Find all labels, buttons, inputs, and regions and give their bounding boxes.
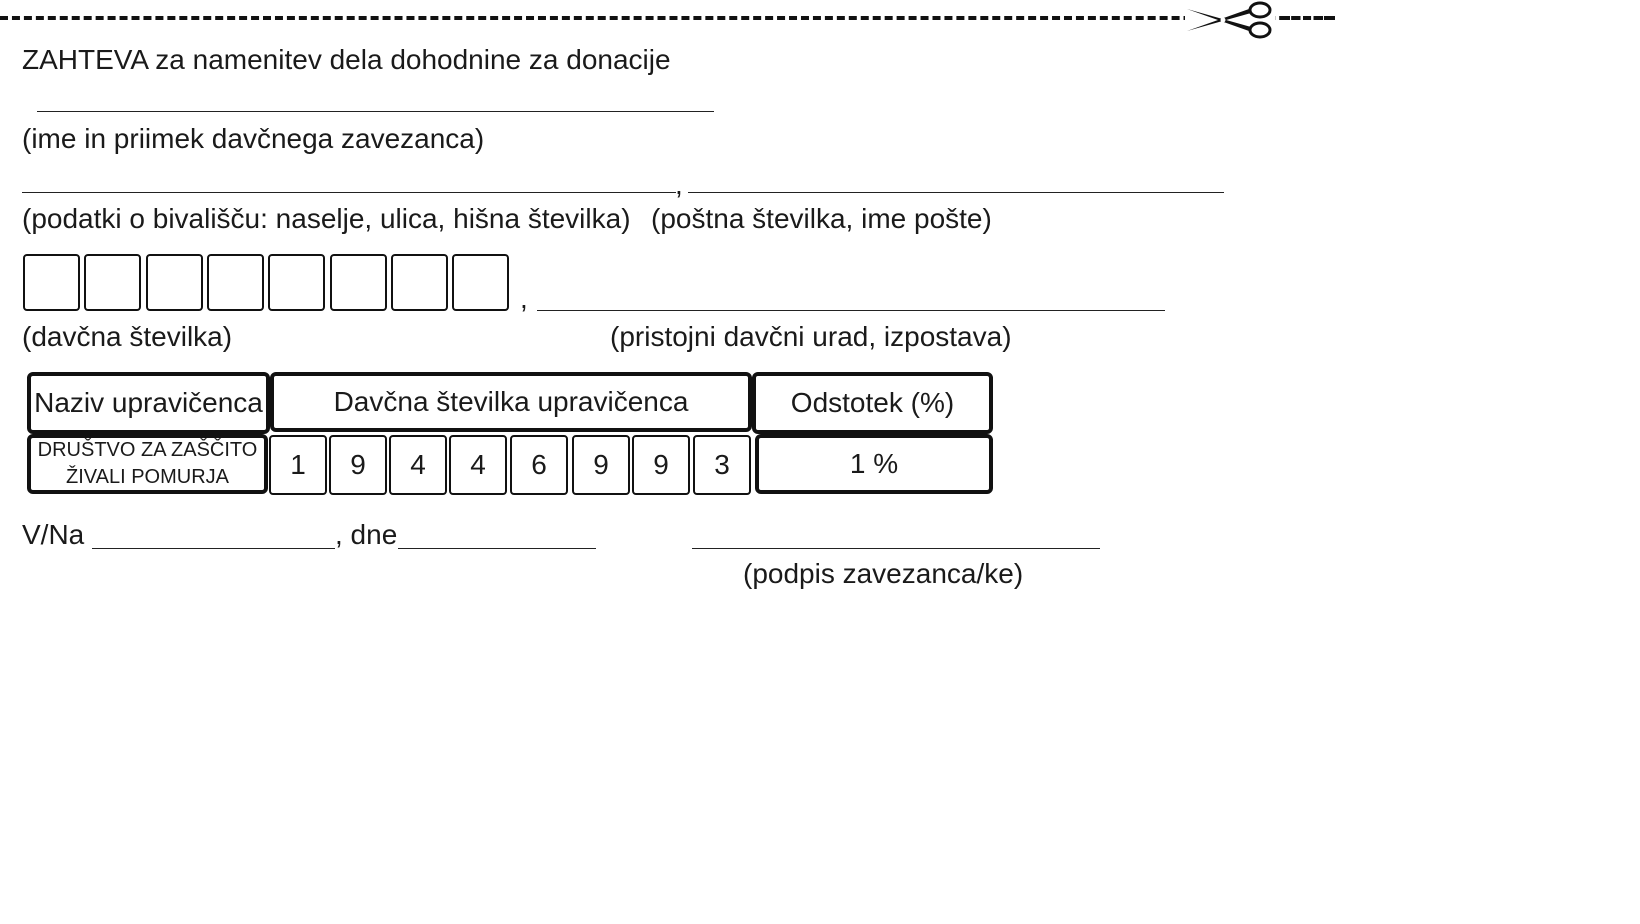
recipient-name-line1: DRUŠTVO ZA ZAŠČITO	[37, 439, 258, 461]
address-comma: ,	[675, 169, 683, 200]
recipient-tax-digit: 4	[389, 435, 447, 495]
signature-line	[692, 548, 1100, 549]
name-label: (ime in priimek davčnega zavezanca)	[22, 123, 485, 154]
recipient-tax-digit: 9	[632, 435, 690, 495]
header-recipient-tax-number: Davčna številka upravičenca	[270, 372, 752, 432]
date-line	[398, 548, 596, 549]
signature-label: (podpis zavezanca/ke)	[743, 558, 1024, 589]
recipient-tax-digit: 1	[269, 435, 327, 495]
recipient-tax-digit: 9	[329, 435, 387, 495]
form-title: ZAHTEVA za namenitev dela dohodnine za donacije	[22, 44, 671, 75]
date-prefix: , dne	[335, 519, 398, 550]
recipient-tax-digit: 3	[693, 435, 751, 495]
postal-label: (poštna številka, ime pošte)	[651, 203, 992, 234]
recipient-name-line2: ŽIVALI POMURJA	[66, 466, 229, 488]
recipient-tax-digit: 6	[510, 435, 568, 495]
tax-digit-box[interactable]	[452, 254, 509, 311]
header-recipient-name: Naziv upravičenca	[27, 372, 270, 434]
place-line	[92, 548, 335, 549]
name-line	[37, 111, 714, 112]
tax-office-comma: ,	[520, 283, 528, 314]
recipient-name-cell	[27, 434, 268, 494]
tax-digit-box[interactable]	[146, 254, 203, 311]
tax-digit-box[interactable]	[84, 254, 141, 311]
tax-number-label: (davčna številka)	[22, 321, 233, 352]
tax-digit-box[interactable]	[268, 254, 325, 311]
tax-digit-box[interactable]	[207, 254, 264, 311]
cut-line	[0, 16, 1335, 20]
tax-office-line	[537, 310, 1165, 311]
tax-digit-box[interactable]	[23, 254, 80, 311]
header-percent: Odstotek (%)	[752, 372, 993, 434]
recipient-tax-digit: 4	[449, 435, 507, 495]
address-label: (podatki o bivališču: naselje, ulica, hišna številka)	[22, 203, 631, 234]
recipient-tax-digit: 9	[572, 435, 630, 495]
address-line	[22, 192, 676, 193]
tax-digit-box[interactable]	[391, 254, 448, 311]
tax-office-label: (pristojni davčni urad, izpostava)	[610, 321, 1012, 352]
place-prefix: V/Na	[22, 519, 85, 550]
tax-digit-box[interactable]	[330, 254, 387, 311]
cut-line-tail	[1282, 16, 1332, 20]
percent-cell: 1 %	[755, 434, 993, 494]
scissors-icon	[1185, 0, 1275, 40]
postal-line	[688, 192, 1224, 193]
